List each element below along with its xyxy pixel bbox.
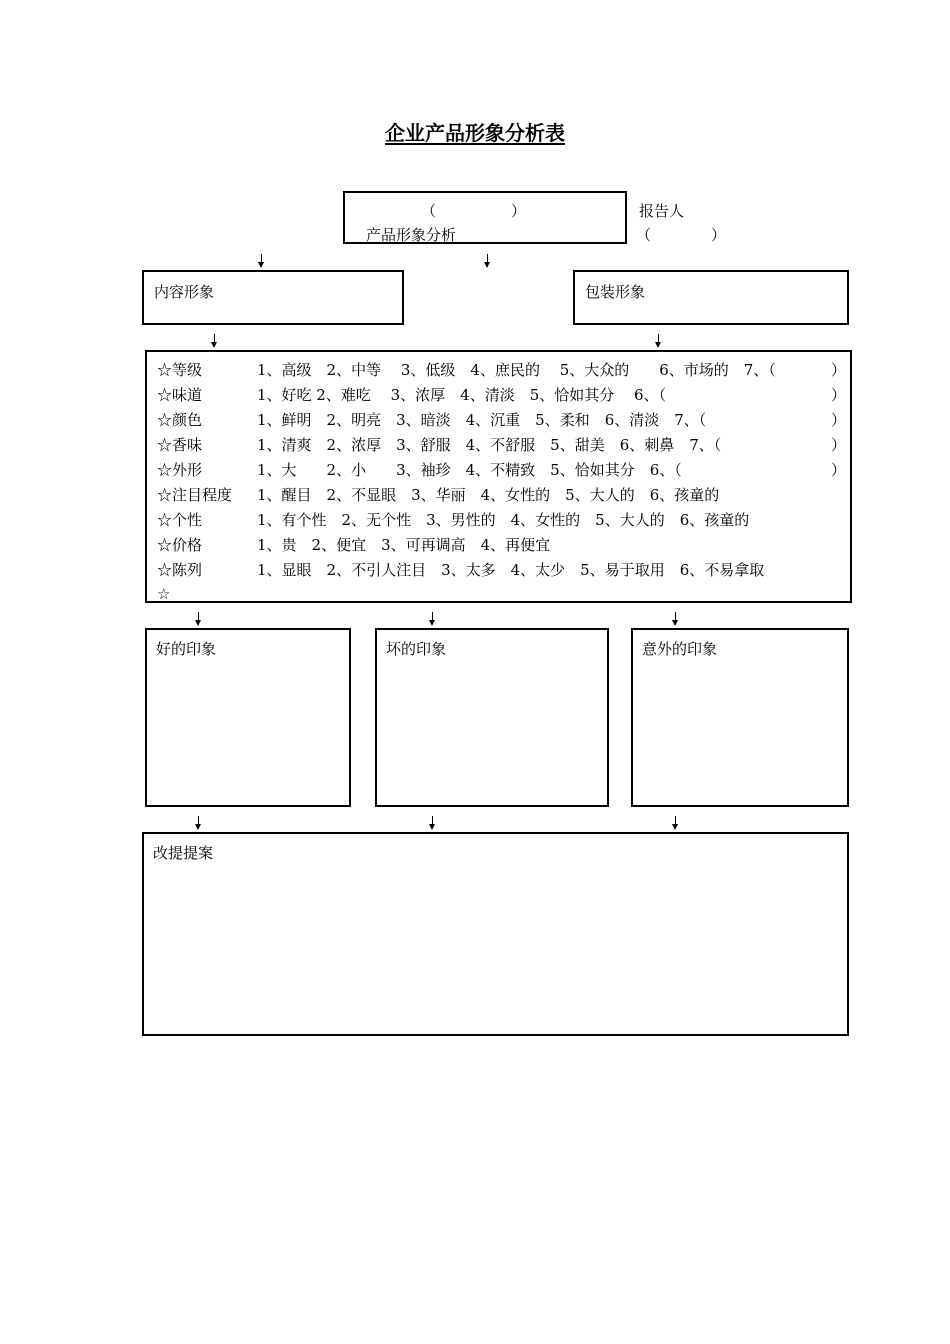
attribute-name: ☆ — [157, 585, 171, 603]
down-arrow-icon — [671, 816, 681, 830]
proposal-label: 改提提案 — [153, 844, 214, 862]
content-image-label: 内容形象 — [154, 283, 215, 301]
unexpected-impression-box — [631, 628, 849, 807]
down-arrow-icon — [194, 612, 204, 626]
attribute-row — [157, 411, 847, 436]
header-box-paren: （ ） — [421, 202, 527, 220]
good-impression-box — [145, 628, 351, 807]
attribute-row — [157, 561, 765, 586]
attribute-row — [157, 536, 551, 561]
attribute-name: ☆价格 — [157, 536, 203, 554]
down-arrow-icon — [210, 334, 220, 348]
content-image-box — [142, 270, 404, 325]
attribute-options: 1、醒目 2、不显眼 3、华丽 4、女性的 5、大人的 6、孩童的 — [257, 486, 720, 504]
attribute-name: ☆注目程度 — [157, 486, 233, 504]
down-arrow-icon — [671, 612, 681, 626]
attribute-name: ☆香味 — [157, 436, 203, 454]
package-image-box — [573, 270, 849, 325]
attribute-options: 1、鲜明 2、明亮 3、暗淡 4、沉重 5、柔和 6、清淡 7、（ — [257, 411, 707, 429]
reporter-label: 报告人 — [639, 202, 685, 220]
down-arrow-icon — [428, 816, 438, 830]
attribute-options: 1、有个性 2、无个性 3、男性的 4、女性的 5、大人的 6、孩童的 — [257, 511, 750, 529]
attribute-name: ☆外形 — [157, 461, 203, 479]
down-arrow-icon — [428, 612, 438, 626]
attribute-row — [157, 386, 847, 411]
down-arrow-icon — [194, 816, 204, 830]
header-box — [343, 191, 627, 244]
attribute-options: 1、高级 2、中等 3、低级 4、庶民的 5、大众的 6、市场的 7、（ — [257, 361, 776, 379]
attribute-options: 1、显眼 2、不引人注目 3、太多 4、太少 5、易于取用 6、不易拿取 — [257, 561, 765, 579]
attribute-options: 1、大 2、小 3、袖珍 4、不精致 5、恰如其分 6、（ — [257, 461, 682, 479]
unexpected-impression-label: 意外的印象 — [642, 640, 718, 658]
good-impression-label: 好的印象 — [156, 640, 217, 658]
attribute-name: ☆等级 — [157, 361, 203, 379]
attribute-name: ☆味道 — [157, 386, 203, 404]
package-image-label: 包装形象 — [585, 283, 646, 301]
attribute-close-paren: ） — [831, 411, 847, 429]
attribute-options: 1、清爽 2、浓厚 3、舒服 4、不舒服 5、甜美 6、刺鼻 7、（ — [257, 436, 722, 454]
page-title: 企业产品形象分析表 — [385, 121, 565, 145]
attribute-close-paren: ） — [831, 436, 847, 454]
attribute-close-paren: ） — [831, 386, 847, 404]
attribute-name: ☆颜色 — [157, 411, 203, 429]
down-arrow-icon — [483, 254, 493, 268]
proposal-box — [142, 832, 849, 1036]
bad-impression-label: 坏的印象 — [386, 640, 447, 658]
attribute-row — [157, 486, 720, 511]
attribute-close-paren: ） — [831, 461, 847, 479]
attributes-box — [145, 350, 852, 603]
attribute-row — [157, 461, 847, 486]
attribute-name: ☆陈列 — [157, 561, 203, 579]
attribute-options: 1、好吃 2、难吃 3、浓厚 4、清淡 5、恰如其分 6、（ — [257, 386, 667, 404]
attribute-row — [157, 511, 750, 536]
down-arrow-icon — [654, 334, 664, 348]
reporter-paren: （ ） — [636, 226, 727, 244]
attribute-close-paren: ） — [831, 361, 847, 379]
bad-impression-box — [375, 628, 609, 807]
attribute-row — [157, 361, 847, 386]
attribute-options: 1、贵 2、便宜 3、可再调高 4、再便宜 — [257, 536, 551, 554]
down-arrow-icon — [257, 254, 267, 268]
attribute-row — [157, 585, 176, 610]
attribute-name: ☆个性 — [157, 511, 203, 529]
header-box-label: 产品形象分析 — [366, 226, 457, 244]
attribute-row — [157, 436, 847, 461]
